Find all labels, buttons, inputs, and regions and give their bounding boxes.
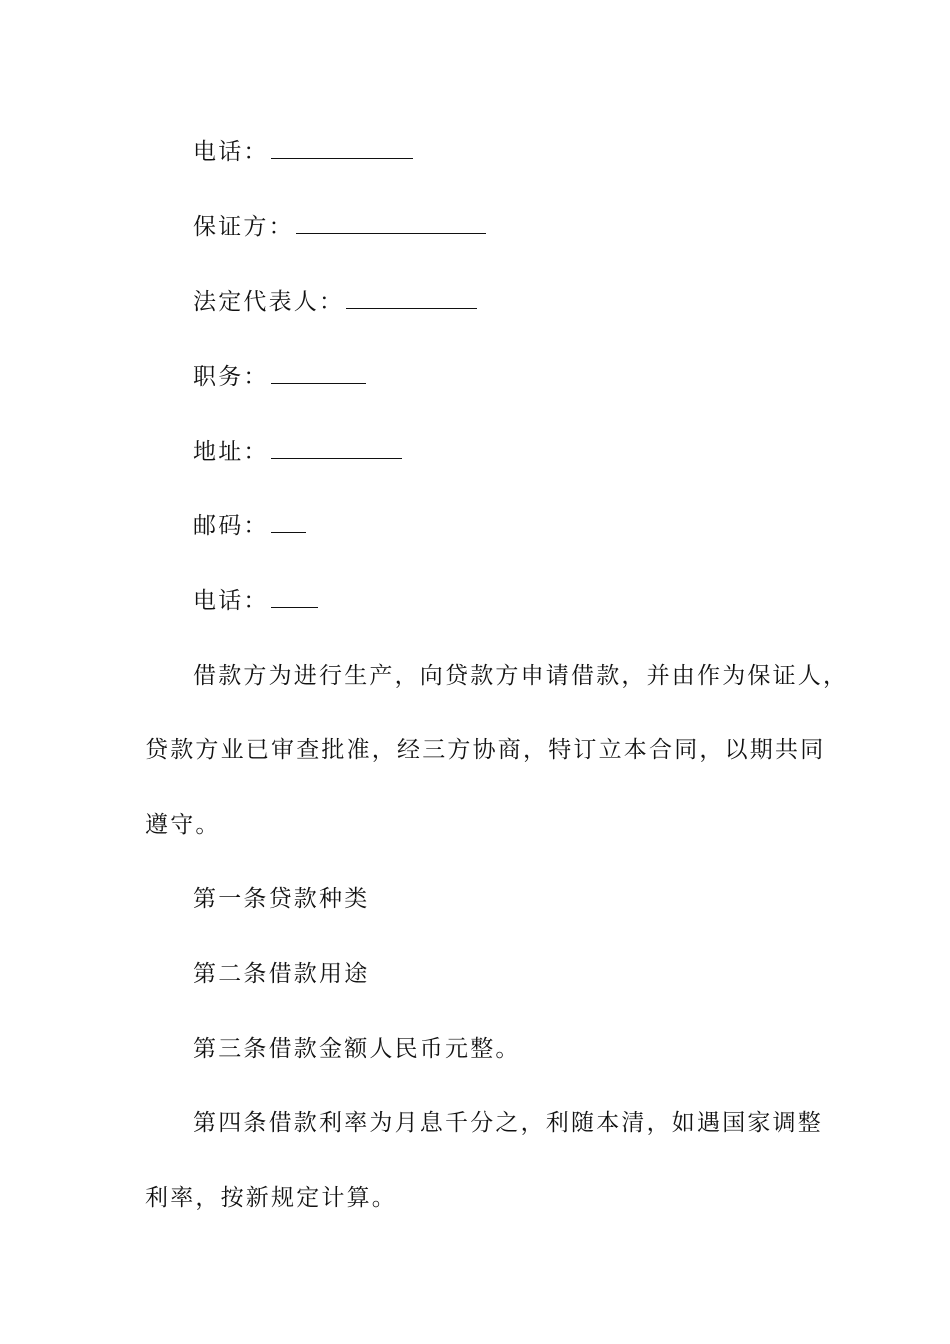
phone2-label: 电话： xyxy=(193,588,269,614)
postcode-blank[interactable] xyxy=(271,512,306,533)
guarantor-blank[interactable] xyxy=(296,213,486,234)
phone-label: 电话： xyxy=(193,139,269,165)
paragraph-line: 贷款方业已审查批准，经三方协商，特订立本合同，以期共同 xyxy=(145,737,826,763)
paragraph-line: 借款方为进行生产，向贷款方申请借款，并由作为保证人， xyxy=(193,663,849,689)
position-blank[interactable] xyxy=(271,363,366,384)
article-4-line: 利率，按新规定计算。 xyxy=(145,1185,397,1211)
legal-rep-field-line xyxy=(193,287,477,317)
article-3: 第三条借款金额人民币元整。 xyxy=(193,1036,521,1062)
address-field-line xyxy=(193,437,402,467)
position-label: 职务： xyxy=(193,364,269,390)
phone-field-line xyxy=(193,137,413,167)
phone2-field-line xyxy=(193,586,318,616)
legal-rep-label: 法定代表人： xyxy=(193,289,345,315)
position-field-line xyxy=(193,362,366,392)
guarantor-field-line xyxy=(193,212,486,242)
paragraph-line: 遵守。 xyxy=(145,812,221,838)
article-1: 第一条贷款种类 xyxy=(193,886,370,912)
phone2-blank[interactable] xyxy=(271,587,318,608)
article-2: 第二条借款用途 xyxy=(193,961,370,987)
phone-blank[interactable] xyxy=(271,138,413,159)
postcode-field-line xyxy=(193,511,306,541)
guarantor-label: 保证方： xyxy=(193,214,294,240)
address-label: 地址： xyxy=(193,439,269,465)
article-4-line: 第四条借款利率为月息千分之，利随本清，如遇国家调整 xyxy=(193,1110,823,1136)
postcode-label: 邮码： xyxy=(193,513,269,539)
legal-rep-blank[interactable] xyxy=(346,288,477,309)
address-blank[interactable] xyxy=(271,438,402,459)
